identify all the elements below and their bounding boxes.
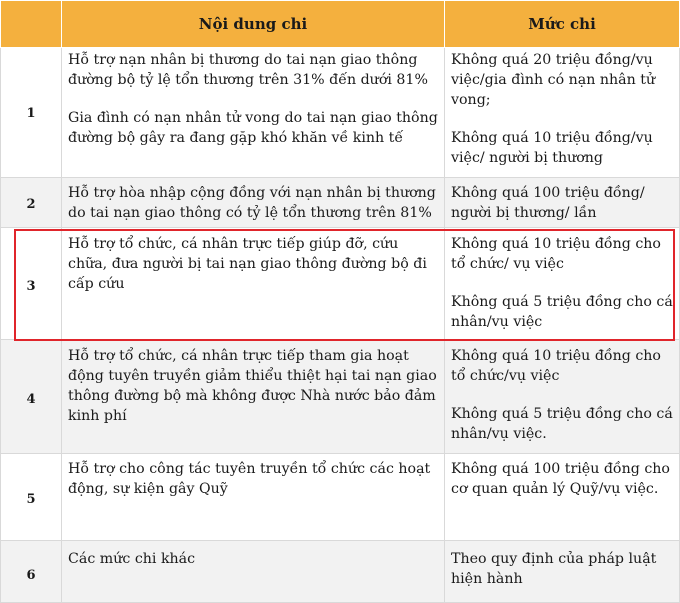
header-content: Nội dung chi	[62, 1, 445, 48]
table-row	[1, 454, 680, 541]
row-content	[62, 228, 445, 340]
row-number: 6	[1, 541, 62, 603]
amount-text: Không quá 5 triệu đồng cho cá nhân/vụ việc.	[451, 406, 673, 442]
amount-text: Không quá 10 triệu đồng cho tổ chức/ vụ việc	[451, 236, 661, 272]
amount-text: Không quá 100 triệu đồng cho cơ quan quản lý Quỹ/vụ việc.	[451, 461, 670, 497]
content-text: Hỗ trợ cho công tác tuyên truyền tổ chức các hoạt động, sự kiện gây Quỹ	[68, 461, 431, 497]
row-number: 5	[1, 454, 62, 541]
content-text: Gia đình có nạn nhân tử vong do tai nạn giao thông đường bộ gây ra đang gặp khó khăn về kinh tế	[68, 110, 438, 146]
amount-text: Không quá 5 triệu đồng cho cá nhân/vụ việc	[451, 294, 673, 330]
table-row	[1, 340, 680, 454]
content-text: Hỗ trợ tổ chức, cá nhân trực tiếp giúp đỡ, cứu chữa, đưa người bị tai nạn giao thông đường bộ đi cấp cứu	[68, 236, 427, 292]
header-number	[1, 1, 62, 48]
row-number: 2	[1, 178, 62, 228]
content-text: Hỗ trợ nạn nhân bị thương do tai nạn giao thông đường bộ tỷ lệ tổn thương trên 31% đến dưới 81%	[68, 52, 428, 88]
table-row	[1, 228, 680, 340]
row-content	[62, 178, 445, 228]
amount-text: Theo quy định của pháp luật hiện hành	[451, 551, 657, 587]
row-amount	[445, 228, 680, 340]
row-content	[62, 541, 445, 603]
row-amount	[445, 178, 680, 228]
header-amount: Mức chi	[445, 1, 680, 48]
row-amount	[445, 48, 680, 178]
row-number: 4	[1, 340, 62, 454]
amount-text: Không quá 10 triệu đồng cho tổ chức/vụ việc	[451, 348, 661, 384]
content-text: Hỗ trợ hòa nhập cộng đồng với nạn nhân bị thương do tai nạn giao thông có tỷ lệ tổn thương trên 81%	[68, 185, 436, 221]
table-header-row	[1, 1, 680, 48]
row-number: 1	[1, 48, 62, 178]
row-content	[62, 454, 445, 541]
amount-text: Không quá 100 triệu đồng/ người bị thương/ lần	[451, 185, 645, 221]
row-content	[62, 340, 445, 454]
amount-text: Không quá 20 triệu đồng/vụ việc/gia đình có nạn nhân tử vong;	[451, 52, 656, 108]
row-amount	[445, 541, 680, 603]
amount-text: Không quá 10 triệu đồng/vụ việc/ người bị thương	[451, 130, 653, 166]
row-number: 3	[1, 228, 62, 340]
table-row	[1, 541, 680, 603]
table-row	[1, 178, 680, 228]
row-content	[62, 48, 445, 178]
table-row	[1, 48, 680, 178]
row-amount	[445, 340, 680, 454]
content-text: Các mức chi khác	[68, 551, 196, 567]
content-text: Hỗ trợ tổ chức, cá nhân trực tiếp tham gia hoạt động tuyên truyền giảm thiểu thiệt hại tai nạn giao thông đường bộ mà không được Nhà nước bảo đảm kinh phí	[68, 348, 437, 424]
row-amount	[445, 454, 680, 541]
